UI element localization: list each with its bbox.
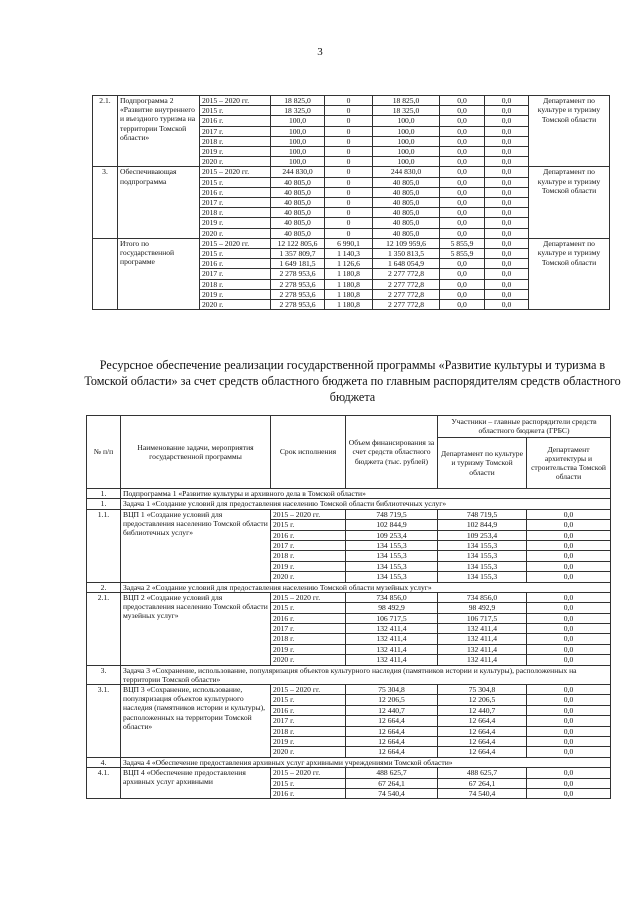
table-cell: 100,0: [271, 157, 325, 167]
table-row: [93, 238, 610, 248]
table-cell: 0,0: [527, 747, 611, 757]
table-cell: 0,0: [485, 116, 529, 126]
table-cell: 2 277 772,8: [373, 289, 440, 299]
table-cell: 18 325,0: [373, 106, 440, 116]
table-cell: 2015 – 2020 гг.: [200, 238, 271, 248]
table-cell: 0,0: [485, 167, 529, 177]
table-cell: 12 109 959,6: [373, 238, 440, 248]
table-cell: 2017 г.: [271, 716, 346, 726]
table-cell: 2018 г.: [271, 551, 346, 561]
table-cell: 2 277 772,8: [373, 300, 440, 310]
table-cell: 0,0: [527, 768, 611, 778]
header-participants: Участники – главные распорядители средств областного бюджета (ГРБС): [438, 416, 611, 438]
table-cell: 2018 г.: [200, 208, 271, 218]
table-cell: 0,0: [440, 106, 485, 116]
measure-name: ВЦП 3 «Сохранение, использование, популяризация объектов культурного наследия (памятников истории и культуры), расположенных на территории Томской области»: [121, 685, 271, 758]
table-cell: 106 717,5: [346, 613, 438, 623]
page-number: 3: [317, 46, 323, 58]
table-cell: 1 180,8: [325, 289, 373, 299]
table-cell: 0,0: [485, 238, 529, 248]
table-cell: 109 253,4: [438, 530, 527, 540]
table-cell: 0,0: [440, 279, 485, 289]
responsible-department: Департамент по культуре и туризму Томской области: [529, 238, 610, 309]
table-cell: 0,0: [440, 208, 485, 218]
section-title: Ресурсное обеспечение реализации государственной программы «Развитие культуры и туризма в Томской области» за счет средств областного бюджета по главным распорядителям средств областного бюджета: [84, 358, 621, 404]
table-cell: 40 805,0: [271, 208, 325, 218]
row-number: 4.: [87, 757, 121, 767]
table-cell: 2020 г.: [200, 228, 271, 238]
table-cell: 100,0: [373, 116, 440, 126]
table-cell: 0: [325, 136, 373, 146]
table-cell: 134 155,3: [346, 561, 438, 571]
table-cell: 2018 г.: [200, 279, 271, 289]
table-cell: 0,0: [440, 177, 485, 187]
table-cell: 0,0: [527, 624, 611, 634]
table-cell: 40 805,0: [271, 218, 325, 228]
table-cell: 244 830,0: [373, 167, 440, 177]
table-cell: 75 304,8: [346, 685, 438, 695]
table-cell: 18 325,0: [271, 106, 325, 116]
table-cell: 2 278 953,6: [271, 300, 325, 310]
table-cell: 0,0: [485, 177, 529, 187]
table-cell: 0,0: [527, 788, 611, 798]
table-cell: 134 155,3: [346, 551, 438, 561]
table-cell: 244 830,0: [271, 167, 325, 177]
table-cell: 109 253,4: [346, 530, 438, 540]
table-cell: 0: [325, 167, 373, 177]
table-cell: 0,0: [527, 644, 611, 654]
table-cell: 2016 г.: [271, 613, 346, 623]
table-cell: 2017 г.: [271, 540, 346, 550]
table-cell: 0,0: [527, 540, 611, 550]
table-cell: 2017 г.: [200, 198, 271, 208]
table-cell: 0: [325, 157, 373, 167]
table-cell: 40 805,0: [373, 228, 440, 238]
table-cell: 2019 г.: [200, 218, 271, 228]
table-cell: 40 805,0: [373, 177, 440, 187]
table-cell: 106 717,5: [438, 613, 527, 623]
table-cell: 0: [325, 208, 373, 218]
table-cell: 0,0: [485, 198, 529, 208]
table-cell: 0,0: [440, 136, 485, 146]
row-number: 3.: [93, 167, 118, 238]
table-cell: 0,0: [527, 530, 611, 540]
table-cell: 74 540,4: [346, 788, 438, 798]
table-cell: 0: [325, 177, 373, 187]
row-number: [93, 238, 118, 309]
table-cell: 0,0: [485, 136, 529, 146]
table-cell: 0,0: [440, 218, 485, 228]
row-number: 1.1.: [87, 509, 121, 582]
table-cell: 67 264,1: [438, 778, 527, 788]
table-cell: 2020 г.: [271, 572, 346, 582]
table-cell: 102 844,9: [438, 520, 527, 530]
table-cell: 0,0: [527, 705, 611, 715]
table-cell: 2020 г.: [200, 300, 271, 310]
row-number: 4.1.: [87, 768, 121, 799]
table-cell: 2015 г.: [271, 778, 346, 788]
header-dept-arch: Департамент архитектуры и строительства Томской области: [527, 437, 611, 488]
table-cell: 2016 г.: [271, 530, 346, 540]
table-cell: 12 664,4: [346, 716, 438, 726]
table-cell: 1 140,3: [325, 249, 373, 259]
table-cell: 132 411,4: [346, 624, 438, 634]
row-number: 1.: [87, 499, 121, 509]
table-cell: 0,0: [440, 289, 485, 299]
measure-name: ВЦП 1 «Создание условий для предоставления населению Томской области библиотечных услуг»: [121, 509, 271, 582]
table-cell: 2020 г.: [271, 655, 346, 665]
table-cell: 0,0: [440, 198, 485, 208]
table-cell: 2015 г.: [200, 106, 271, 116]
table-cell: 0,0: [485, 106, 529, 116]
table-cell: 132 411,4: [346, 634, 438, 644]
table-cell: 12 664,4: [346, 726, 438, 736]
table-row: [87, 509, 611, 519]
table-cell: 100,0: [373, 147, 440, 157]
table-cell: 2020 г.: [200, 157, 271, 167]
task-row: [87, 499, 611, 509]
funding-summary-table: [92, 95, 610, 310]
table-cell: 75 304,8: [438, 685, 527, 695]
table-cell: 12 122 805,6: [271, 238, 325, 248]
table-cell: 0,0: [485, 147, 529, 157]
table-cell: 748 719,5: [438, 509, 527, 519]
table-cell: 12 664,4: [438, 726, 527, 736]
table-cell: 100,0: [271, 147, 325, 157]
table-cell: 2015 – 2020 гг.: [200, 96, 271, 106]
task-title: Задача 4 «Обеспечение предоставления архивных услуг архивными учреждениями Томской области»: [121, 757, 611, 767]
table-cell: 6 990,1: [325, 238, 373, 248]
table-cell: 0,0: [440, 157, 485, 167]
table-row: [87, 592, 611, 602]
table-cell: 100,0: [271, 136, 325, 146]
table-cell: 0: [325, 228, 373, 238]
table-cell: 132 411,4: [438, 634, 527, 644]
table-cell: 12 664,4: [346, 737, 438, 747]
table-cell: 12 664,4: [438, 716, 527, 726]
table-cell: 2017 г.: [200, 269, 271, 279]
table-cell: 100,0: [271, 126, 325, 136]
table-cell: 132 411,4: [346, 655, 438, 665]
row-number: 3.1.: [87, 685, 121, 758]
resource-allocation-table: [86, 415, 611, 799]
table-cell: 748 719,5: [346, 509, 438, 519]
table-cell: 0,0: [527, 613, 611, 623]
table-cell: 0,0: [485, 228, 529, 238]
table-cell: 0: [325, 218, 373, 228]
table-cell: 1 649 181,5: [271, 259, 325, 269]
table-cell: 0,0: [440, 126, 485, 136]
table-cell: 1 648 054,9: [373, 259, 440, 269]
table-cell: 2015 г.: [271, 603, 346, 613]
table-cell: 488 625,7: [346, 768, 438, 778]
table-cell: 2016 г.: [271, 705, 346, 715]
table-cell: 2019 г.: [271, 644, 346, 654]
table-cell: 1 357 809,7: [271, 249, 325, 259]
measure-name: ВЦП 2 «Создание условий для предоставления населению Томской области музейных услуг»: [121, 592, 271, 665]
table-cell: 1 180,8: [325, 269, 373, 279]
table-cell: 0,0: [485, 259, 529, 269]
table-cell: 0: [325, 116, 373, 126]
table-cell: 132 411,4: [438, 624, 527, 634]
table-cell: 0,0: [527, 572, 611, 582]
table-cell: 2019 г.: [271, 737, 346, 747]
table-cell: 2 278 953,6: [271, 269, 325, 279]
table-row: [93, 96, 610, 106]
table-cell: 40 805,0: [271, 177, 325, 187]
table-cell: 67 264,1: [346, 778, 438, 788]
table-cell: 100,0: [271, 116, 325, 126]
task-title: Задача 3 «Сохранение, использование, популяризация объектов культурного наследия (памятников истории и культуры), расположенных на территории Томской области»: [121, 665, 611, 684]
table-cell: 5 855,9: [440, 238, 485, 248]
table-cell: 0,0: [440, 300, 485, 310]
table-cell: 2015 – 2020 гг.: [271, 592, 346, 602]
table-cell: 0,0: [485, 289, 529, 299]
header-dept-culture: Департамент по культуре и туризму Томской области: [438, 437, 527, 488]
table-cell: 1 126,6: [325, 259, 373, 269]
table-cell: 2 277 772,8: [373, 279, 440, 289]
table-cell: 12 440,7: [346, 705, 438, 715]
table-cell: 134 155,3: [438, 540, 527, 550]
table-cell: 134 155,3: [438, 572, 527, 582]
responsible-department: Департамент по культуре и туризму Томской области: [529, 96, 610, 167]
subprogram-row: [87, 489, 611, 499]
table-cell: 0: [325, 198, 373, 208]
table-cell: 2019 г.: [271, 561, 346, 571]
table-cell: 0,0: [527, 603, 611, 613]
table-cell: 2019 г.: [200, 289, 271, 299]
table-cell: 0,0: [485, 279, 529, 289]
table-cell: 0,0: [485, 157, 529, 167]
table-cell: 0,0: [440, 167, 485, 177]
task-row: [87, 757, 611, 767]
table-cell: 2016 г.: [200, 187, 271, 197]
table-cell: 488 625,7: [438, 768, 527, 778]
table-row: [93, 167, 610, 177]
table-cell: 132 411,4: [438, 644, 527, 654]
table-cell: 18 825,0: [271, 96, 325, 106]
table-cell: 0: [325, 187, 373, 197]
table-row: [87, 768, 611, 778]
table-cell: 40 805,0: [271, 187, 325, 197]
table-cell: 2015 – 2020 гг.: [271, 509, 346, 519]
table-cell: 2015 г.: [271, 695, 346, 705]
table-cell: 2015 г.: [200, 177, 271, 187]
table-cell: 0,0: [527, 737, 611, 747]
table-cell: 2015 г.: [271, 520, 346, 530]
table-cell: 2015 – 2020 гг.: [271, 685, 346, 695]
table-cell: 1 180,8: [325, 300, 373, 310]
table-cell: 0,0: [485, 187, 529, 197]
table-cell: 2018 г.: [271, 726, 346, 736]
row-number: 2.1.: [87, 592, 121, 665]
table-cell: 134 155,3: [438, 561, 527, 571]
table-cell: 18 825,0: [373, 96, 440, 106]
table-cell: 2020 г.: [271, 747, 346, 757]
table-cell: 134 155,3: [346, 540, 438, 550]
task-row: [87, 582, 611, 592]
table-cell: 2016 г.: [200, 116, 271, 126]
table-cell: 40 805,0: [373, 187, 440, 197]
table-cell: 12 664,4: [438, 747, 527, 757]
table-cell: 0,0: [485, 96, 529, 106]
table-cell: 2019 г.: [200, 147, 271, 157]
table-cell: 0,0: [440, 96, 485, 106]
table-cell: 0,0: [527, 592, 611, 602]
table-cell: 2018 г.: [200, 136, 271, 146]
table-cell: 12 664,4: [346, 747, 438, 757]
row-number: 2.: [87, 582, 121, 592]
program-name: Подпрограмма 2 «Развитие внутреннего и въездного туризма на территории Томской области»: [118, 96, 200, 167]
table-cell: 98 492,9: [346, 603, 438, 613]
table-cell: 2 277 772,8: [373, 269, 440, 279]
table-cell: 5 855,9: [440, 249, 485, 259]
table-cell: 2015 г.: [200, 249, 271, 259]
table-cell: 0,0: [485, 126, 529, 136]
table-cell: 100,0: [373, 126, 440, 136]
table-cell: 1 180,8: [325, 279, 373, 289]
table-cell: 0,0: [527, 685, 611, 695]
table-cell: 0,0: [527, 509, 611, 519]
table-cell: 2015 – 2020 гг.: [271, 768, 346, 778]
table-cell: 134 155,3: [346, 572, 438, 582]
table-cell: 12 664,4: [438, 737, 527, 747]
table-cell: 2018 г.: [271, 634, 346, 644]
table-cell: 74 540,4: [438, 788, 527, 798]
table-cell: 0,0: [485, 208, 529, 218]
table-cell: 100,0: [373, 157, 440, 167]
table-cell: 0,0: [527, 634, 611, 644]
table-cell: 0: [325, 96, 373, 106]
table-cell: 2017 г.: [200, 126, 271, 136]
table-cell: 0,0: [440, 228, 485, 238]
table-cell: 2 278 953,6: [271, 289, 325, 299]
table-cell: 40 805,0: [373, 198, 440, 208]
table-cell: 0,0: [485, 218, 529, 228]
table-cell: 12 440,7: [438, 705, 527, 715]
table-cell: 12 206,5: [346, 695, 438, 705]
table-cell: 132 411,4: [346, 644, 438, 654]
table-cell: 134 155,3: [438, 551, 527, 561]
header-num: № п/п: [87, 416, 121, 489]
task-row: [87, 665, 611, 684]
row-number: 1.: [87, 489, 121, 499]
table-cell: 12 206,5: [438, 695, 527, 705]
table-cell: 40 805,0: [271, 198, 325, 208]
table-row: [87, 685, 611, 695]
table-cell: 1 350 813,5: [373, 249, 440, 259]
program-name: Обеспечивающая подпрограмма: [118, 167, 200, 238]
table-cell: 0: [325, 126, 373, 136]
task-title: Задача 2 «Создание условий для предоставления населению Томской области музейных услуг»: [121, 582, 611, 592]
table-cell: 0,0: [527, 551, 611, 561]
measure-name: ВЦП 4 «Обеспечение предоставления архивных услуг архивными: [121, 768, 271, 799]
table-cell: 0,0: [527, 561, 611, 571]
row-number: 3.: [87, 665, 121, 684]
subprogram-title: Подпрограмма 1 «Развитие культуры и архивного дела в Томской области»: [121, 489, 611, 499]
table-cell: 0,0: [527, 716, 611, 726]
table-cell: 0,0: [485, 249, 529, 259]
table-cell: 0,0: [440, 269, 485, 279]
header-name: Наименование задачи, мероприятия государственной программы: [121, 416, 271, 489]
table-cell: 0,0: [527, 778, 611, 788]
table-cell: 40 805,0: [373, 218, 440, 228]
table-cell: 0,0: [527, 695, 611, 705]
responsible-department: Департамент по культуре и туризму Томской области: [529, 167, 610, 238]
row-number: 2.1.: [93, 96, 118, 167]
table-cell: 0,0: [485, 300, 529, 310]
table-cell: 0,0: [440, 116, 485, 126]
table-cell: 98 492,9: [438, 603, 527, 613]
table-cell: 0,0: [527, 655, 611, 665]
table-cell: 102 844,9: [346, 520, 438, 530]
table-cell: 132 411,4: [438, 655, 527, 665]
table-cell: 2016 г.: [271, 788, 346, 798]
table-cell: 0,0: [440, 187, 485, 197]
table-cell: 2017 г.: [271, 624, 346, 634]
table-cell: 2 278 953,6: [271, 279, 325, 289]
table-cell: 40 805,0: [373, 208, 440, 218]
table-cell: 0,0: [440, 259, 485, 269]
table-cell: 100,0: [373, 136, 440, 146]
table-cell: 0,0: [440, 147, 485, 157]
table-cell: 0: [325, 147, 373, 157]
table-cell: 2015 – 2020 гг.: [200, 167, 271, 177]
table-cell: 2016 г.: [200, 259, 271, 269]
table-cell: 0: [325, 106, 373, 116]
table-cell: 0,0: [485, 269, 529, 279]
program-name: Итого по государственной программе: [118, 238, 200, 309]
task-title: Задача 1 «Создание условий для предоставления населению Томской области библиотечных услуг»: [121, 499, 611, 509]
header-term: Срок исполнения: [271, 416, 346, 489]
header-volume: Объем финансирования за счет средств областного бюджета (тыс. рублей): [346, 416, 438, 489]
table-cell: 734 856,0: [346, 592, 438, 602]
table-cell: 734 856,0: [438, 592, 527, 602]
table-cell: 0,0: [527, 520, 611, 530]
table-cell: 40 805,0: [271, 228, 325, 238]
table-cell: 0,0: [527, 726, 611, 736]
